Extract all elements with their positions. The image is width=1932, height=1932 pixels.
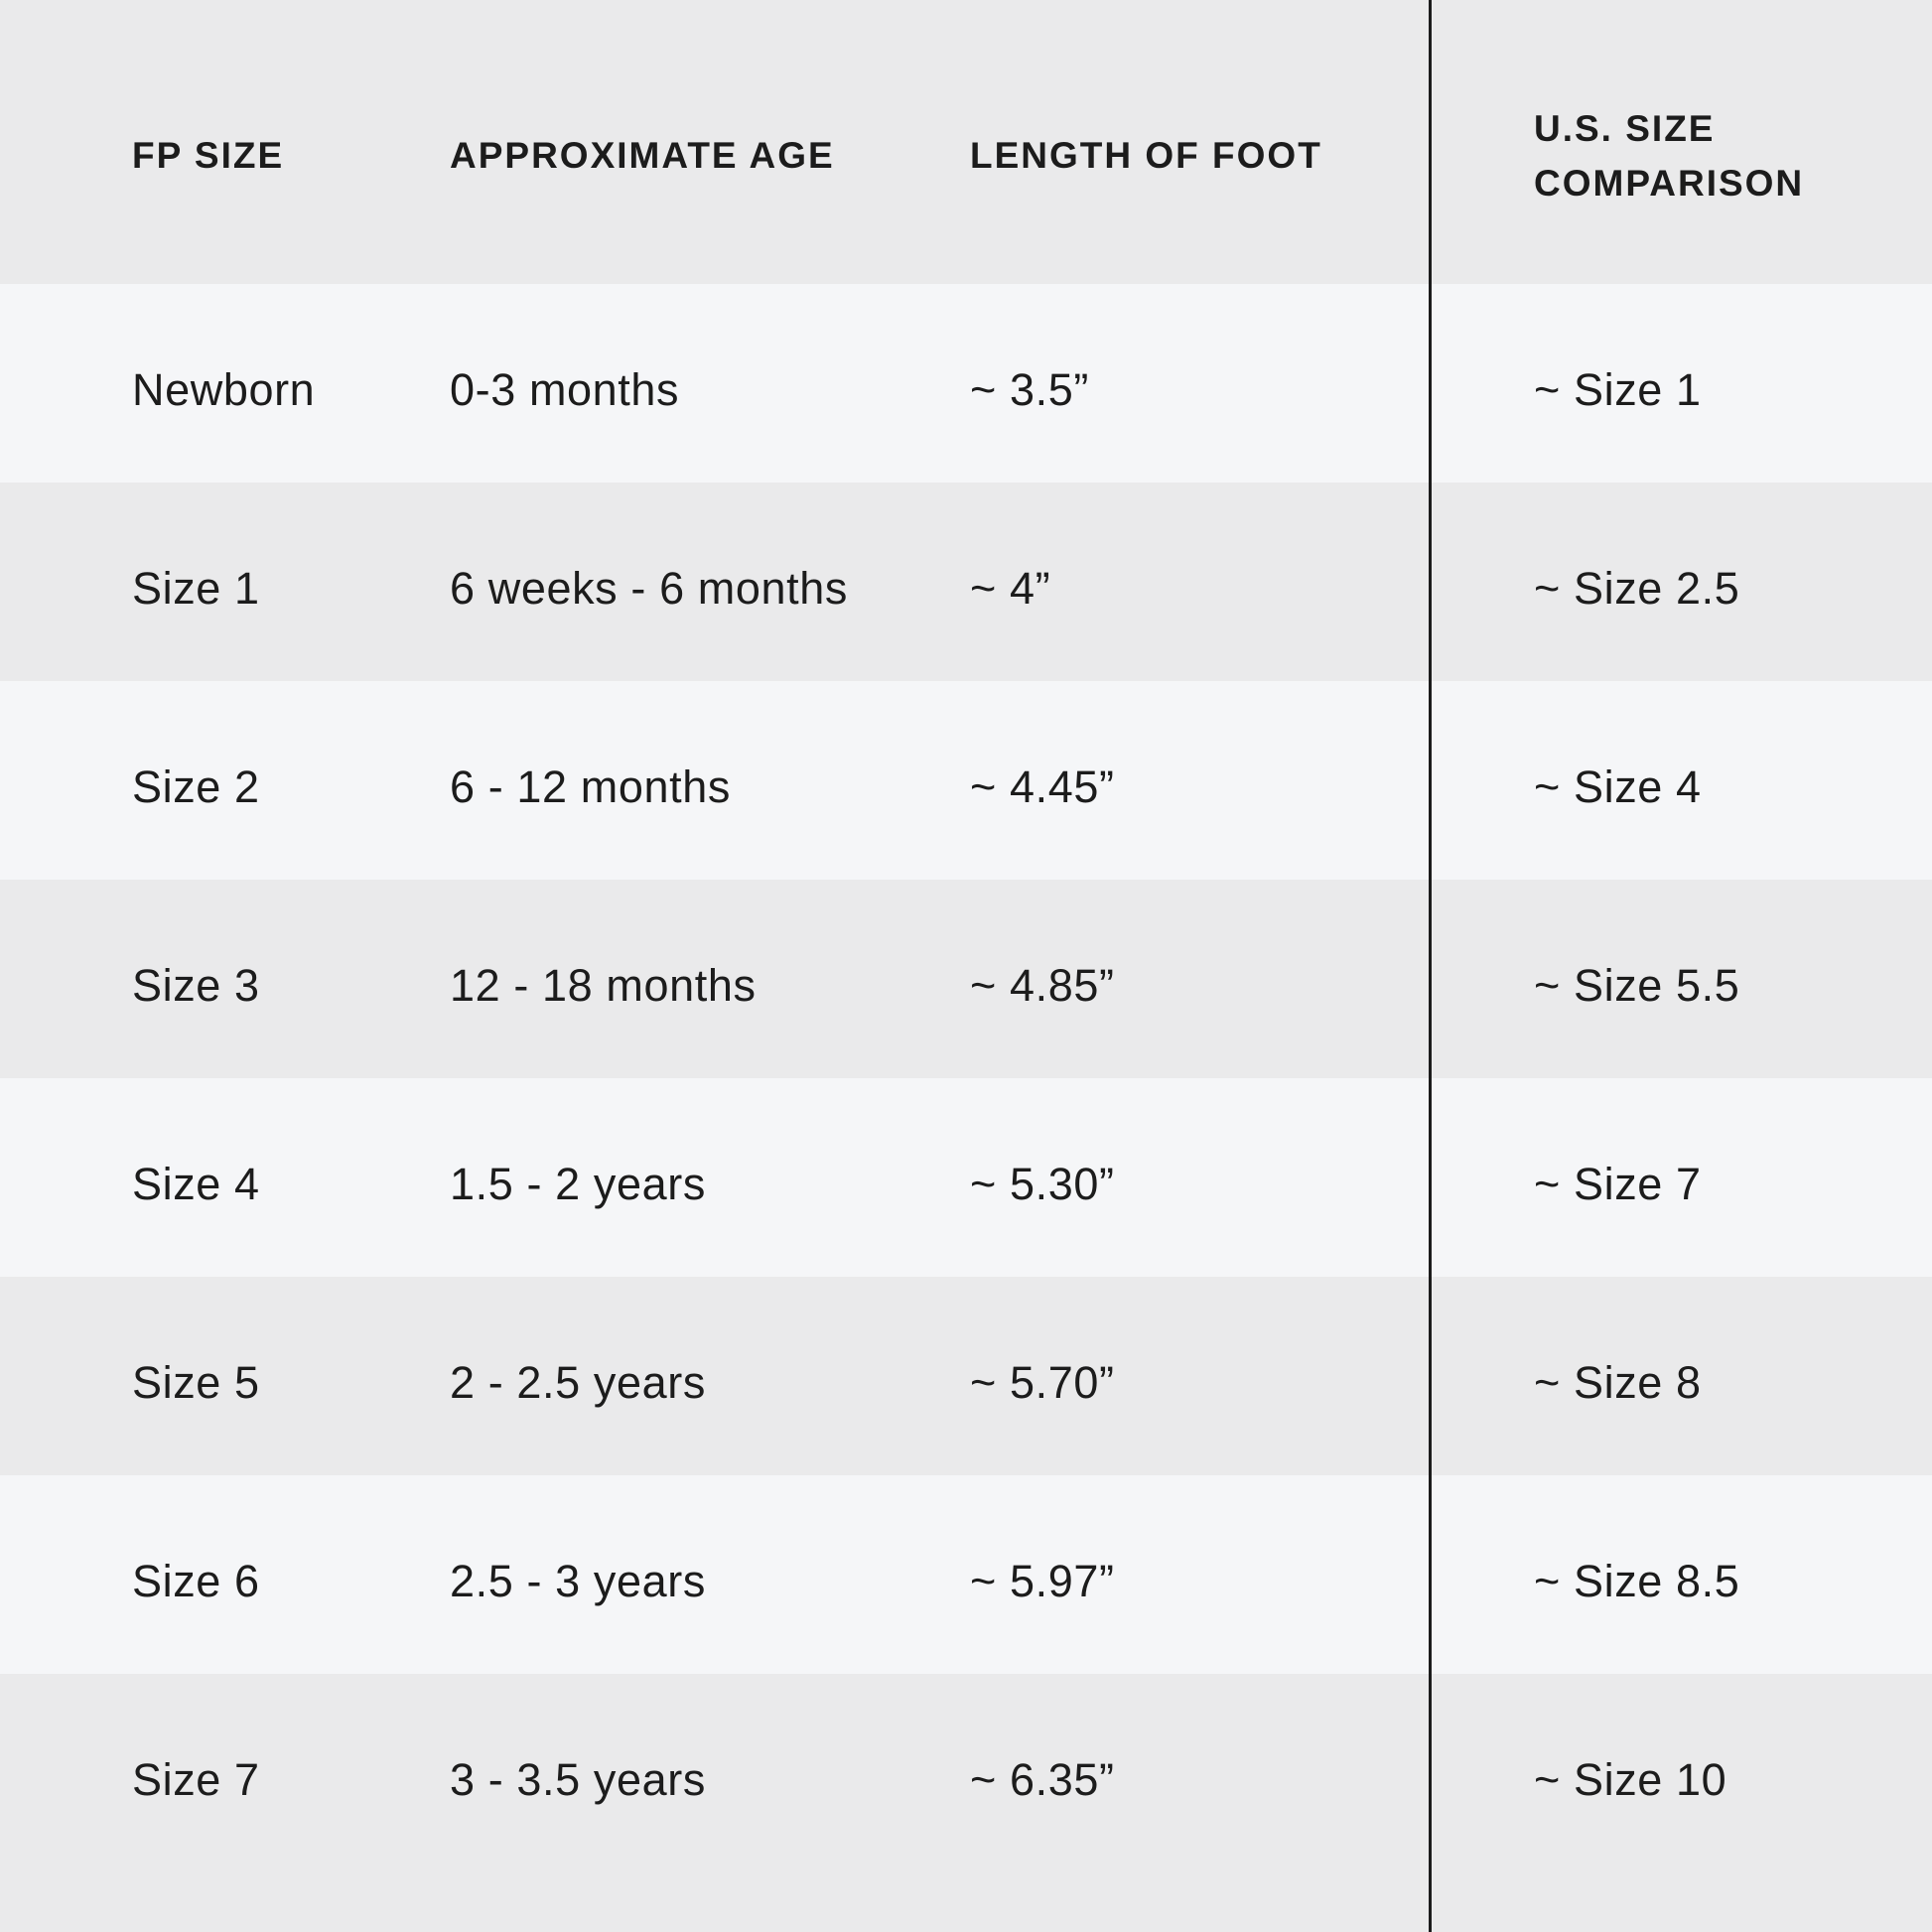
us-size-comparison-cell: ~ Size 2.5 bbox=[1534, 563, 1740, 614]
length-of-foot-cell: ~ 4.45” bbox=[970, 761, 1115, 812]
table-row-size-2 bbox=[0, 681, 1932, 880]
bottom-filler-band bbox=[0, 1872, 1932, 1932]
column-header-us-size-comparison bbox=[1534, 101, 1932, 211]
approximate-age-cell: 2 - 2.5 years bbox=[450, 1357, 706, 1408]
column-header-approximate-age: APPROXIMATE AGE bbox=[450, 135, 835, 176]
fp-size-cell: Size 6 bbox=[132, 1556, 260, 1606]
length-of-foot-cell: ~ 5.97” bbox=[970, 1556, 1115, 1606]
fp-size-cell: Size 4 bbox=[132, 1159, 260, 1209]
table-row-size-3 bbox=[0, 880, 1932, 1078]
fp-size-cell: Size 5 bbox=[132, 1357, 260, 1408]
table-header-row bbox=[0, 0, 1932, 284]
approximate-age-cell: 0-3 months bbox=[450, 364, 680, 415]
length-of-foot-cell: ~ 4” bbox=[970, 563, 1051, 614]
length-of-foot-cell: ~ 5.70” bbox=[970, 1357, 1115, 1408]
length-of-foot-cell: ~ 3.5” bbox=[970, 364, 1089, 415]
approximate-age-cell: 6 - 12 months bbox=[450, 761, 731, 812]
table-row-size-4 bbox=[0, 1078, 1932, 1277]
length-of-foot-cell: ~ 5.30” bbox=[970, 1159, 1115, 1209]
table-row-size-6 bbox=[0, 1475, 1932, 1674]
us-size-comparison-cell: ~ Size 1 bbox=[1534, 364, 1702, 415]
length-of-foot-cell: ~ 4.85” bbox=[970, 960, 1115, 1011]
table-row-size-1 bbox=[0, 483, 1932, 681]
us-size-comparison-cell: ~ Size 8.5 bbox=[1534, 1556, 1740, 1606]
fp-size-cell: Size 2 bbox=[132, 761, 260, 812]
us-size-comparison-cell: ~ Size 8 bbox=[1534, 1357, 1702, 1408]
fp-size-cell: Newborn bbox=[132, 364, 316, 415]
fp-size-cell: Size 1 bbox=[132, 563, 260, 614]
table-row-size-7 bbox=[0, 1674, 1932, 1872]
column-divider-line bbox=[1429, 0, 1432, 1932]
table-row-size-5 bbox=[0, 1277, 1932, 1475]
fp-size-cell: Size 3 bbox=[132, 960, 260, 1011]
us-size-comparison-cell: ~ Size 4 bbox=[1534, 761, 1702, 812]
approximate-age-cell: 3 - 3.5 years bbox=[450, 1754, 706, 1805]
table-row-newborn bbox=[0, 284, 1932, 483]
approximate-age-cell: 2.5 - 3 years bbox=[450, 1556, 706, 1606]
approximate-age-cell: 6 weeks - 6 months bbox=[450, 563, 848, 614]
approximate-age-cell: 12 - 18 months bbox=[450, 960, 757, 1011]
column-header-length-of-foot: LENGTH OF FOOT bbox=[970, 135, 1322, 176]
column-header-fp-size: FP SIZE bbox=[132, 135, 285, 176]
length-of-foot-cell: ~ 6.35” bbox=[970, 1754, 1115, 1805]
us-size-comparison-cell: ~ Size 7 bbox=[1534, 1159, 1702, 1209]
us-size-comparison-cell: ~ Size 5.5 bbox=[1534, 960, 1740, 1011]
approximate-age-cell: 1.5 - 2 years bbox=[450, 1159, 706, 1209]
us-size-comparison-cell: ~ Size 10 bbox=[1534, 1754, 1727, 1805]
column-header-us-size-comparison-label: U.S. SIZE COMPARISON bbox=[1534, 107, 1805, 204]
fp-size-cell: Size 7 bbox=[132, 1754, 260, 1805]
